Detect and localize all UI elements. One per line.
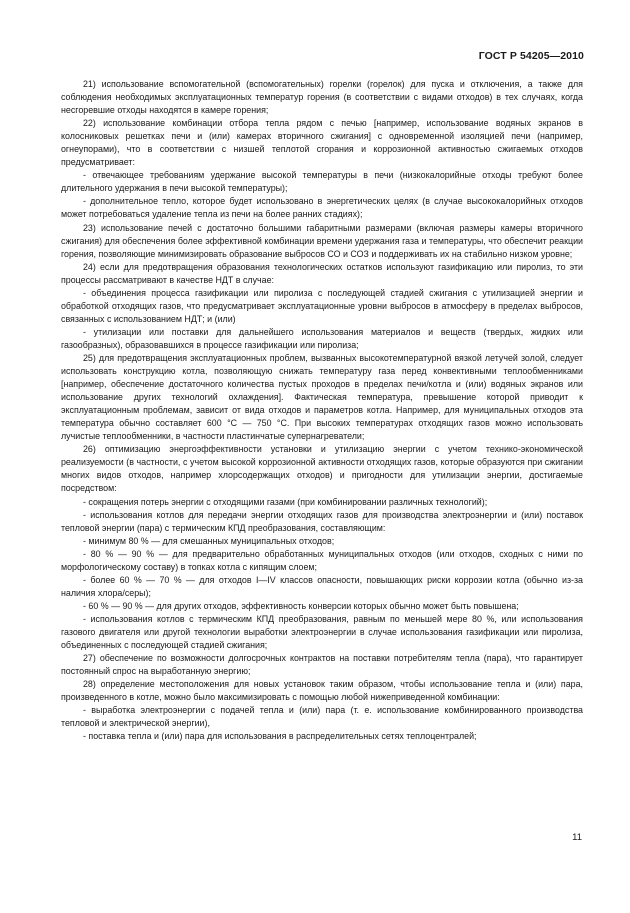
page-number: 11 (572, 832, 582, 843)
list-item: - использования котлов для передачи энергии отходящих газов для производства электроэнергии и (или) поставок тепловой энергии (пара) с термическим КПД преобразования, составляющим: (61, 509, 583, 533)
paragraph-27: 27) обеспечение по возможности долгосрочных контрактов на поставки потребителям тепла (пара), что гарантирует постоянный спрос на выработанную энергию; (61, 653, 583, 677)
document-code: ГОСТ Р 54205—2010 (478, 50, 584, 62)
body-text (61, 78, 583, 743)
paragraph-23: 23) использование печей с достаточно большими габаритными размерами (включая размеры камеры вторичного сжигания) для обеспечения более эффективной комбинации времени удержания газа и температуры, что обеспечит реакции горения, позволяющие минимизировать образование выбросов СО и СОЗ и поддерживать их на стабильно низком уровне; (61, 222, 583, 259)
paragraph-28: 28) определение местоположения для новых установок таким образом, чтобы использование тепла и (или) пара, произведенного в котле, можно было максимизировать с помощью любой нижеприведенной комбинации: (61, 679, 583, 703)
list-item: - утилизации или поставки для дальнейшего использования материалов и веществ (твердых, жидких или газообразных), образовавшихся в процессе газификации или пиролиза; (61, 326, 583, 350)
list-item: - 60 % — 90 % — для других отходов, эффективность конверсии которых обычно может быть повышена; (83, 600, 519, 611)
list-item: - более 60 % — 70 % — для отходов I—IV классов опасности, повышающих риски коррозии котла (обычно из-за наличия хлора/серы); (61, 574, 583, 598)
list-item: - 80 % — 90 % — для предварительно обработанных муниципальных отходов (или отходов, сходных с ними по морфологическому составу) в топках котла с кипящим слоем; (61, 548, 583, 572)
paragraph-26: 26) оптимизацию энергоэффективности установки и утилизацию энергии с учетом технико-экономической реализуемости (в частности, с учетом высокой коррозионной активности отходящих газов, которые образуются при сжигании многих видов отходов, например хлорсодержащих отходов) и пригодности для утилизации энергии, достигаемые посредством: (61, 444, 583, 494)
paragraph-24: 24) если для предотвращения образования технологических остатков используют газификацию или пиролиз, то эти процессы рассматривают в качестве НДТ в случае: (61, 261, 583, 285)
list-item: - дополнительное тепло, которое будет использовано в энергетических целях (в случае высококалорийных отходов может потребоваться удаление тепла из печи на более ранних стадиях); (61, 196, 583, 220)
paragraph-21: 21) использование вспомогательной (вспомогательных) горелки (горелок) для пуска и отключения, а также для соблюдения необходимых эксплуатационных температур горения (в соответствии с видами отходов) в тех случаях, когда несгоревшие отходы находятся в камере горения; (61, 79, 583, 116)
list-item: - поставка тепла и (или) пара для использования в распределительных сетях теплоцентралей; (83, 731, 477, 742)
paragraph-22: 22) использование комбинации отбора тепла рядом с печью [например, использование водяных экранов в колосниковых решетках печи и (или) камерах вторичного сжигания] с одновременной изоляцией печи (например, огнеупорами), что в соответствии с низшей теплотой сгорания и коррозионной активностью сжигаемых отходов предусматривает: (61, 118, 583, 168)
list-item: - сокращения потерь энергии с отходящими газами (при комбинировании различных технологий); (83, 496, 488, 507)
list-item: - использования котлов с термическим КПД преобразования, равным по меньшей мере 80 %, или использования газового двигателя или другой технологии выработки электроэнергии в случае использования газификации или пиролиза, объединенных с последующей стадией сжигания; (61, 613, 583, 651)
list-item: - минимум 80 % — для смешанных муниципальных отходов; (83, 535, 335, 546)
list-item: - отвечающее требованиям удержание высокой температуры в печи (низкокалорийные отходы требуют более длительного удержания в печи высокой температуры); (61, 170, 583, 194)
list-item: - выработка электроэнергии с подачей тепла и (или) пара (т. е. использование комбинированного производства тепловой и электрической энергии), (61, 705, 583, 729)
list-item: - объединения процесса газификации или пиролиза с последующей стадией сжигания с утилизацией энергии и обработкой отходящих газов, что предусматривает эксплуатационные уровни выбросов в атмосферу в пределах выбросов, связанных с использованием НДТ; и (или) (61, 287, 583, 324)
paragraph-25: 25) для предотвращения эксплуатационных проблем, вызванных высокотемпературной вязкой летучей золой, следует использовать конструкцию котла, позволяющую снижать температуру газа перед конвективными теплообменниками [например, обеспечение достаточного количества пустых проходов в пределах печи/котла и (или) водяных экранов или использование других технологий охлаждения]. Фактическая температура, превышение которой приводит к эксплуатационным проблемам, зависит от вида отходов и параметров котла. Например, для муниципальных отходов эта температура обычно составляет 600 °С — 750 °С. При высоких температурах отходящих газов можно использовать лучистые теплообменники, в частности пластинчатые супернагреватели; (61, 352, 583, 442)
